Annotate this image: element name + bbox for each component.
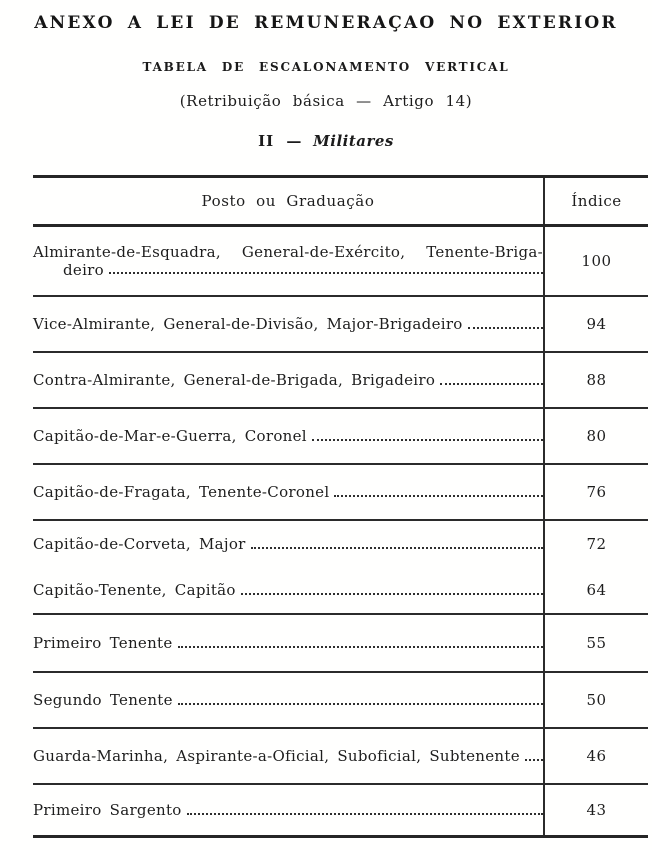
table-row [33,613,648,671]
table-row [33,463,648,519]
dot-leader [236,583,543,598]
document-subtitle: TABELA DE ESCALONAMENTO VERTICAL [142,60,510,74]
posto-text: Contra-Almirante, General-de-Brigada, Brigadeiro [33,371,436,389]
dot-leader [307,429,543,444]
posto-text-line2: deiro [33,261,543,279]
column-header-indice: Índice [543,178,648,224]
posto-text: Capitão-Tenente, Capitão [33,581,236,599]
indice-cell: 55 [543,615,648,671]
posto-text: Primeiro Sargento [33,801,182,819]
document-basis-line: (Retribuição básica — Artigo 14) [179,92,473,110]
table-row-group [33,519,648,613]
indice-cell: 80 [543,409,648,463]
document-title: ANEXO A LEI DE REMUNERAÇAO NO EXTERIOR [34,13,618,33]
dot-leader [329,485,543,500]
table-row [33,521,648,567]
dot-leader [173,693,543,708]
table-header-row [33,178,648,224]
posto-text: Vice-Almirante, General-de-Divisão, Major-Brigadeiro [33,315,463,333]
posto-text: Capitão-de-Corveta, Major [33,535,246,553]
indice-cell: 43 [543,785,648,835]
section-name: Militares [313,132,394,150]
posto-text: Primeiro Tenente [33,634,173,652]
table-row [33,407,648,463]
posto-text: Capitão-de-Fragata, Tenente-Coronel [33,483,330,501]
column-header-posto: Posto ou Graduação [201,192,375,210]
indice-cell: 46 [543,729,648,783]
indice-cell: 94 [543,297,648,351]
table-row [33,783,648,835]
indice-cell: 50 [543,673,648,727]
dot-leader [182,803,543,818]
dot-leader [246,537,543,552]
dot-leader [173,636,543,651]
indice-cell: 100 [543,227,648,295]
indice-cell: 76 [543,465,648,519]
remuneration-table [33,175,648,838]
indice-cell: 72 [543,521,648,567]
dot-leader [435,373,543,388]
dot-leader [520,749,543,764]
posto-text: Guarda-Marinha, Aspirante-a-Oficial, Suboficial, Subtenente [33,747,520,765]
table-row [33,224,648,295]
posto-text-line1: Almirante-de-Esquadra, General-de-Exército, Tenente-Briga- [33,242,543,261]
posto-cell [33,227,543,295]
dot-leader [104,262,543,277]
indice-cell: 88 [543,353,648,407]
dot-leader [463,317,543,332]
indice-cell: 64 [543,567,648,613]
table-row [33,567,648,613]
section-heading [0,132,652,150]
table-row [33,727,648,783]
posto-text: Segundo Tenente [33,691,173,709]
posto-text: Capitão-de-Mar-e-Guerra, Coronel [33,427,307,445]
table-row [33,351,648,407]
table-row [33,671,648,727]
table-row [33,295,648,351]
section-number: II — [258,132,303,150]
